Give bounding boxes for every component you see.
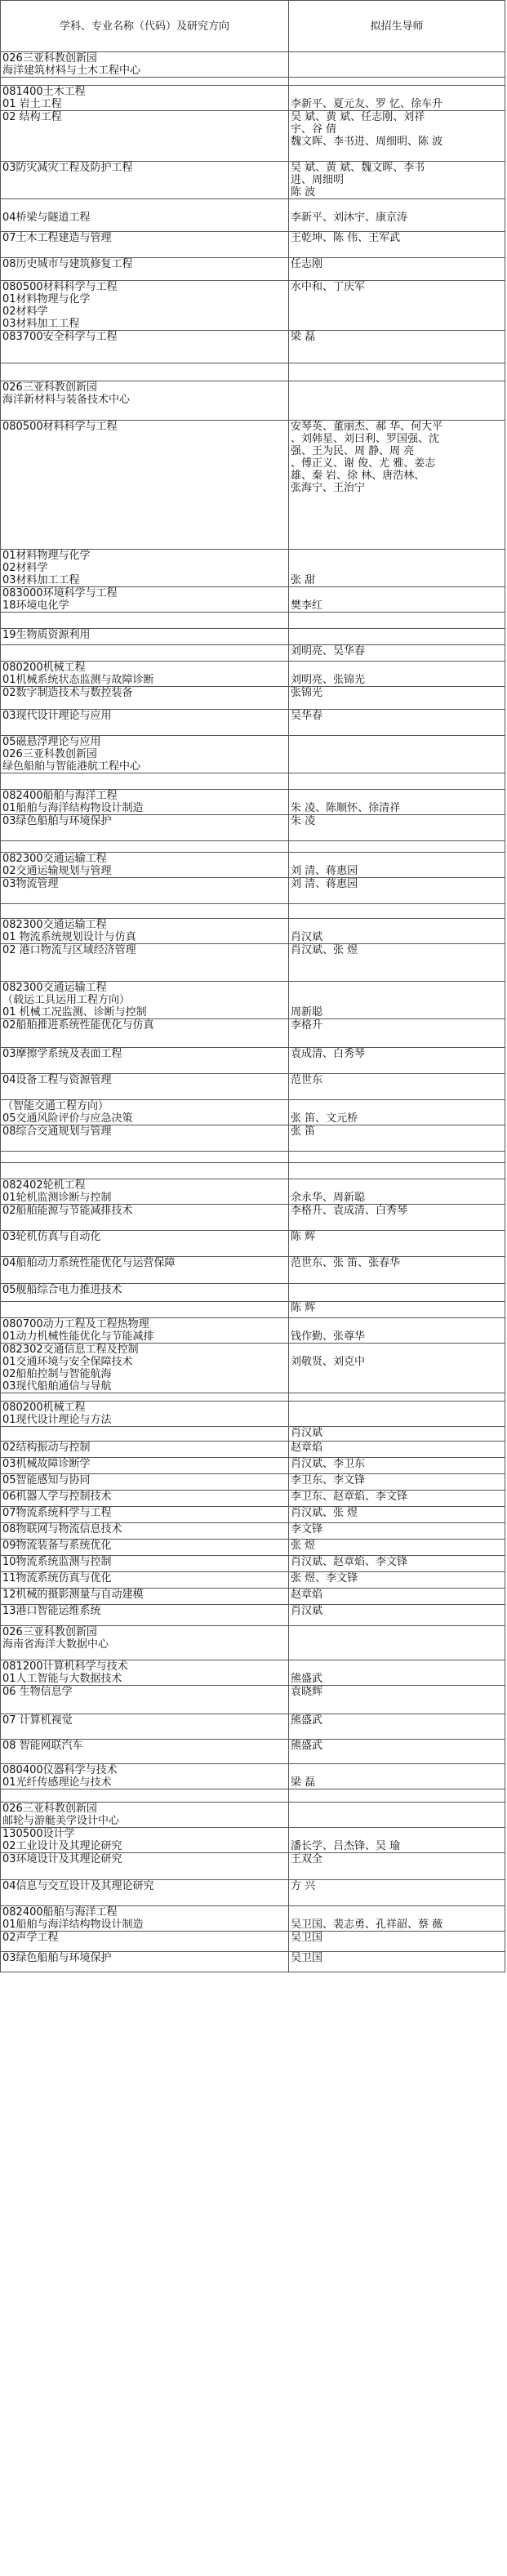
advisor-cell: 李格升 [289,1019,505,1048]
discipline-cell: 03机械故障诊断学 [1,1458,289,1474]
advisor-cell [289,363,505,381]
table-row [1,645,505,662]
table-row [1,1803,505,1828]
table-row [1,1714,505,1740]
advisor-cell [289,1803,505,1828]
table-row [1,1179,505,1205]
discipline-cell: 082302交通信息工程及控制 01交通环境与安全保障技术 02船舶控制与智能航海 03现代船舶通信与导航 [1,1344,289,1393]
advisor-cell [289,1163,505,1179]
advisor-cell: 吴华春 [289,710,505,736]
table-row [1,1458,505,1474]
table-row [1,1100,505,1125]
advisor-cell: 朱 凌 [289,815,505,841]
advisor-cell [289,841,505,853]
advisor-cell: 余永华、周新聪 [289,1179,505,1205]
table-row [1,1932,505,1952]
discipline-cell: 08历史城市与建筑修复工程 [1,258,289,281]
table-row [1,1402,505,1427]
advisor-cell: 肖汉斌 [289,1427,505,1442]
advisor-cell: 张 煜、李文锋 [289,1572,505,1589]
advisor-cell: 水中和、丁庆军 [289,281,505,331]
advisor-cell: 安琴英、董丽杰、郝 华、何大平 、刘韩星、刘曰利、罗国强、沈 强、王为民、周 静、周 亮 、傅正义、谢 俊、尤 雅、姜志 雄、秦 岩、徐 林、唐浩林、 张海宁、王治宁 [289,421,505,550]
advisor-cell: 李文锋 [289,1523,505,1540]
table-row [1,853,505,878]
table-row [1,1318,505,1344]
table-row [1,944,505,982]
table-row [1,841,505,853]
header-discipline: 学科、专业名称（代码）及研究方向 [1,1,289,52]
table-row [1,281,505,331]
table-row [1,550,505,587]
table-row [1,1952,505,1972]
table-row [1,1507,505,1523]
advisor-cell: 范世东 [289,1074,505,1100]
discipline-cell: 082402轮机工程 01轮机监测诊断与控制 [1,1179,289,1205]
table-row [1,1163,505,1179]
discipline-cell: （智能交通工程方向） 05交通风险评价与应急决策 [1,1100,289,1125]
advisor-cell: 吴卫国、裴志勇、孔祥韶、蔡 薇 [289,1906,505,1932]
table-row [1,790,505,815]
discipline-cell: 05磁悬浮理论与应用 026三亚科教创新园 绿色船舶与智能港航工程中心 [1,736,289,773]
advisor-cell: 刘 清、蒋惠园 [289,853,505,878]
advisor-cell [289,613,505,629]
discipline-cell: 080500材料科学与工程 [1,421,289,550]
discipline-cell: 03绿色船舶与环境保护 [1,1952,289,1972]
advisor-cell: 王双全 [289,1853,505,1880]
discipline-cell: 11物流系统仿真与优化 [1,1572,289,1589]
discipline-cell: 02船舶能源与节能减排技术 [1,1205,289,1231]
advisor-cell: 肖汉斌 [289,1605,505,1626]
advisor-cell [289,629,505,645]
advisor-cell: 熊盛武 [289,1714,505,1740]
discipline-cell: 03轮机仿真与自动化 [1,1231,289,1257]
table-row [1,1789,505,1803]
advisor-cell [289,52,505,78]
table-row [1,1523,505,1540]
table-row [1,1740,505,1764]
advisor-cell: 张 笛 [289,1125,505,1152]
table-row [1,613,505,629]
advisor-cell: 李格升、袁成清、白秀琴 [289,1205,505,1231]
discipline-cell: 01材料物理与化学 02材料学 03材料加工工程 [1,550,289,587]
discipline-cell: 04设备工程与资源管理 [1,1074,289,1100]
discipline-cell: 026三亚科教创新园 海洋新材料与装备技术中心 [1,381,289,421]
discipline-cell [1,1163,289,1179]
advisor-cell [289,381,505,421]
discipline-cell [1,613,289,629]
discipline-cell: 05舰船综合电力推进技术 [1,1284,289,1302]
advisor-cell: 张 笛、文元桥 [289,1100,505,1125]
advisor-cell [289,1789,505,1803]
table-row [1,1302,505,1318]
table-row [1,1019,505,1048]
advisor-cell: 李卫东、赵章焰、李文锋 [289,1491,505,1507]
table-row [1,78,505,86]
advisor-cell: 潘长学、吕杰锋、吴 瑜 [289,1828,505,1853]
table-row [1,1427,505,1442]
discipline-cell [1,773,289,790]
advisor-cell: 袁成清、白秀琴 [289,1048,505,1074]
advisor-cell [289,736,505,773]
table-row [1,687,505,710]
advisor-cell: 袁晓辉 [289,1686,505,1714]
advisor-cell [289,78,505,86]
advisor-cell: 张 甜 [289,550,505,587]
table-row [1,1231,505,1257]
discipline-cell: 130500设计学 02工业设计及其理论研究 [1,1828,289,1853]
table-row [1,1257,505,1284]
table-row [1,904,505,919]
table-row [1,587,505,613]
discipline-cell: 081200计算机科学与技术 01人工智能与大数据技术 [1,1660,289,1686]
advisor-cell: 肖汉斌 [289,919,505,944]
discipline-cell: 08综合交通规划与管理 [1,1125,289,1152]
discipline-cell: 05智能感知与协同 [1,1474,289,1491]
advisor-cell: 李卫东、李文锋 [289,1474,505,1491]
discipline-cell [1,78,289,86]
advisor-cell [289,1393,505,1402]
advisor-cell: 赵章焰 [289,1589,505,1605]
discipline-cell [1,1302,289,1318]
advisor-cell: 刘明亮、张锦光 [289,662,505,687]
advisor-cell [289,1152,505,1163]
advisor-cell: 方 兴 [289,1880,505,1906]
discipline-cell: 06机器人学与控制技术 [1,1491,289,1507]
table-row [1,629,505,645]
table-row [1,199,505,232]
discipline-cell: 03摩擦学系统及表面工程 [1,1048,289,1074]
table-row [1,1828,505,1853]
table-row [1,1906,505,1932]
table-row [1,1393,505,1402]
advisor-cell: 范世东、张 笛、张春华 [289,1257,505,1284]
discipline-cell [1,841,289,853]
discipline-cell [1,363,289,381]
table-row [1,773,505,790]
discipline-cell: 02数字制造技术与数控装备 [1,687,289,710]
table-row [1,331,505,363]
table-row [1,1442,505,1458]
discipline-cell: 03环境设计及其理论研究 [1,1853,289,1880]
advisor-cell: 肖汉斌、李卫东 [289,1458,505,1474]
discipline-cell: 081400土木工程 01 岩土工程 [1,86,289,111]
table-row [1,1491,505,1507]
discipline-cell: 07 计算机视觉 [1,1714,289,1740]
discipline-cell: 03物流管理 [1,878,289,904]
advisor-cell: 吴 斌、黄 斌、任志刚、刘祥 宇、谷 倩 魏文晖、李书进、周细明、陈 波 [289,111,505,162]
table-row [1,982,505,1019]
discipline-cell: 02结构振动与控制 [1,1442,289,1458]
table-row [1,878,505,904]
discipline-cell: 083700安全科学与工程 [1,331,289,363]
discipline-cell: 082300交通运输工程 （载运工具运用工程方向） 01 机械工况监测、诊断与控制 [1,982,289,1019]
table-row [1,1205,505,1231]
discipline-cell: 082400船舶与海洋工程 01船舶与海洋结构物设计制造 [1,790,289,815]
discipline-cell: 082400船舶与海洋工程 01船舶与海洋结构物设计制造 [1,1906,289,1932]
discipline-cell: 02 结构工程 [1,111,289,162]
discipline-cell: 04船舶动力系统性能优化与运营保障 [1,1257,289,1284]
advisor-cell [289,1402,505,1427]
table-row [1,1284,505,1302]
table-row [1,1540,505,1556]
discipline-cell: 03防灾减灾工程及防护工程 [1,162,289,199]
advisor-cell: 樊李红 [289,587,505,613]
table-row [1,1880,505,1906]
table-row [1,1660,505,1686]
table-row [1,1605,505,1626]
table-row [1,363,505,381]
table-row [1,52,505,78]
table-body [1,52,505,1972]
advisor-cell: 张 煜 [289,1540,505,1556]
advisor-cell: 梁 磊 [289,331,505,363]
advisor-cell: 赵章焰 [289,1442,505,1458]
advisor-cell [289,904,505,919]
advisor-cell: 王乾坤、陈 伟、王军武 [289,232,505,258]
discipline-cell: 080200机械工程 01机械系统状态监测与故障诊断 [1,662,289,687]
discipline-cell: 08 智能网联汽车 [1,1740,289,1764]
advisor-cell: 肖汉斌、赵章焰、李文锋 [289,1556,505,1572]
advisor-cell: 刘明亮、吴华春 [289,645,505,662]
table-row [1,1048,505,1074]
advisor-cell: 刘 清、蒋惠园 [289,878,505,904]
advisor-cell: 陈 辉 [289,1302,505,1318]
discipline-cell: 09物流装备与系统优化 [1,1540,289,1556]
table-row [1,1626,505,1660]
advisor-cell: 熊盛武 [289,1740,505,1764]
discipline-cell: 06 生物信息学 [1,1686,289,1714]
discipline-cell [1,1789,289,1803]
discipline-cell: 07物流系统科学与工程 [1,1507,289,1523]
discipline-cell: 080400仪器科学与技术 01光纤传感理论与技术 [1,1764,289,1789]
table-row [1,258,505,281]
discipline-cell: 082300交通运输工程 02交通运输规划与管理 [1,853,289,878]
table-row [1,1764,505,1789]
advisor-cell [289,1626,505,1660]
advisor-cell: 李新平、刘沐宇、康京涛 [289,199,505,232]
table-row [1,1152,505,1163]
discipline-cell [1,904,289,919]
advisor-cell [289,1284,505,1302]
advisor-cell: 吴卫国 [289,1952,505,1972]
discipline-cell: 07土木工程建造与管理 [1,232,289,258]
advisor-cell: 张锦光 [289,687,505,710]
advisor-cell: 李新平、夏元友、罗 忆、徐车升 [289,86,505,111]
table-row [1,1686,505,1714]
table-row [1,736,505,773]
advisor-cell: 钱作勤、张尊华 [289,1318,505,1344]
table-row [1,421,505,550]
discipline-cell: 12机械的摄影测量与自动建模 [1,1589,289,1605]
table-header-row [1,1,505,52]
table-row [1,1556,505,1572]
discipline-cell: 02船舶推进系统性能优化与仿真 [1,1019,289,1048]
advisor-cell: 肖汉斌、张 煜 [289,944,505,982]
table-row [1,1074,505,1100]
advisor-cell: 吴 斌、黄 斌、魏文晖、李书 进、周细明 陈 波 [289,162,505,199]
advisor-cell: 朱 凌、陈顺怀、徐清祥 [289,790,505,815]
discipline-cell: 19生物质资源利用 [1,629,289,645]
table-row [1,919,505,944]
discipline-cell: 026三亚科教创新园 海洋建筑材料与土木工程中心 [1,52,289,78]
discipline-cell: 02声学工程 [1,1932,289,1952]
discipline-cell: 03现代设计理论与应用 [1,710,289,736]
discipline-cell: 08物联网与物流信息技术 [1,1523,289,1540]
discipline-cell: 082300交通运输工程 01 物流系统规划设计与仿真 [1,919,289,944]
discipline-cell [1,1393,289,1402]
header-advisors: 拟招生导师 [289,1,505,52]
advisor-cell: 熊盛武 [289,1660,505,1686]
discipline-cell: 02 港口物流与区域经济管理 [1,944,289,982]
advisor-cell: 刘敬贤、刘克中 [289,1344,505,1393]
table-row [1,1474,505,1491]
table-row [1,162,505,199]
advisor-cell: 肖汉斌、张 煜 [289,1507,505,1523]
discipline-cell: 026三亚科教创新园 邮轮与游艇美学设计中心 [1,1803,289,1828]
discipline-cell: 080500材料科学与工程 01材料物理与化学 02材料学 03材料加工工程 [1,281,289,331]
discipline-cell: 13港口智能运维系统 [1,1605,289,1626]
discipline-cell: 026三亚科教创新园 海南省海洋大数据中心 [1,1626,289,1660]
discipline-cell: 10物流系统监测与控制 [1,1556,289,1572]
discipline-cell: 083000环境科学与工程 18环境电化学 [1,587,289,613]
advisor-cell: 任志刚 [289,258,505,281]
advisor-cell: 周新聪 [289,982,505,1019]
discipline-cell: 080700动力工程及工程热物理 01动力机械性能优化与节能减排 [1,1318,289,1344]
advisor-cell [289,773,505,790]
discipline-cell [1,1427,289,1442]
table-row [1,111,505,162]
table-row [1,710,505,736]
table-row [1,1853,505,1880]
advisor-cell: 梁 磊 [289,1764,505,1789]
table-row [1,86,505,111]
table-row [1,815,505,841]
table-row [1,1572,505,1589]
table-row [1,662,505,687]
discipline-cell: 03绿色船舶与环境保护 [1,815,289,841]
discipline-cell [1,645,289,662]
advisor-cell: 吴卫国 [289,1932,505,1952]
discipline-cell [1,1152,289,1163]
table-row [1,1125,505,1152]
discipline-cell: 04信息与交互设计及其理论研究 [1,1880,289,1906]
advisor-cell: 陈 辉 [289,1231,505,1257]
discipline-cell: 04桥梁与隧道工程 [1,199,289,232]
table-row [1,381,505,421]
discipline-cell: 080200机械工程 01现代设计理论与方法 [1,1402,289,1427]
table-row [1,1344,505,1393]
table-row [1,1589,505,1605]
table-row [1,232,505,258]
